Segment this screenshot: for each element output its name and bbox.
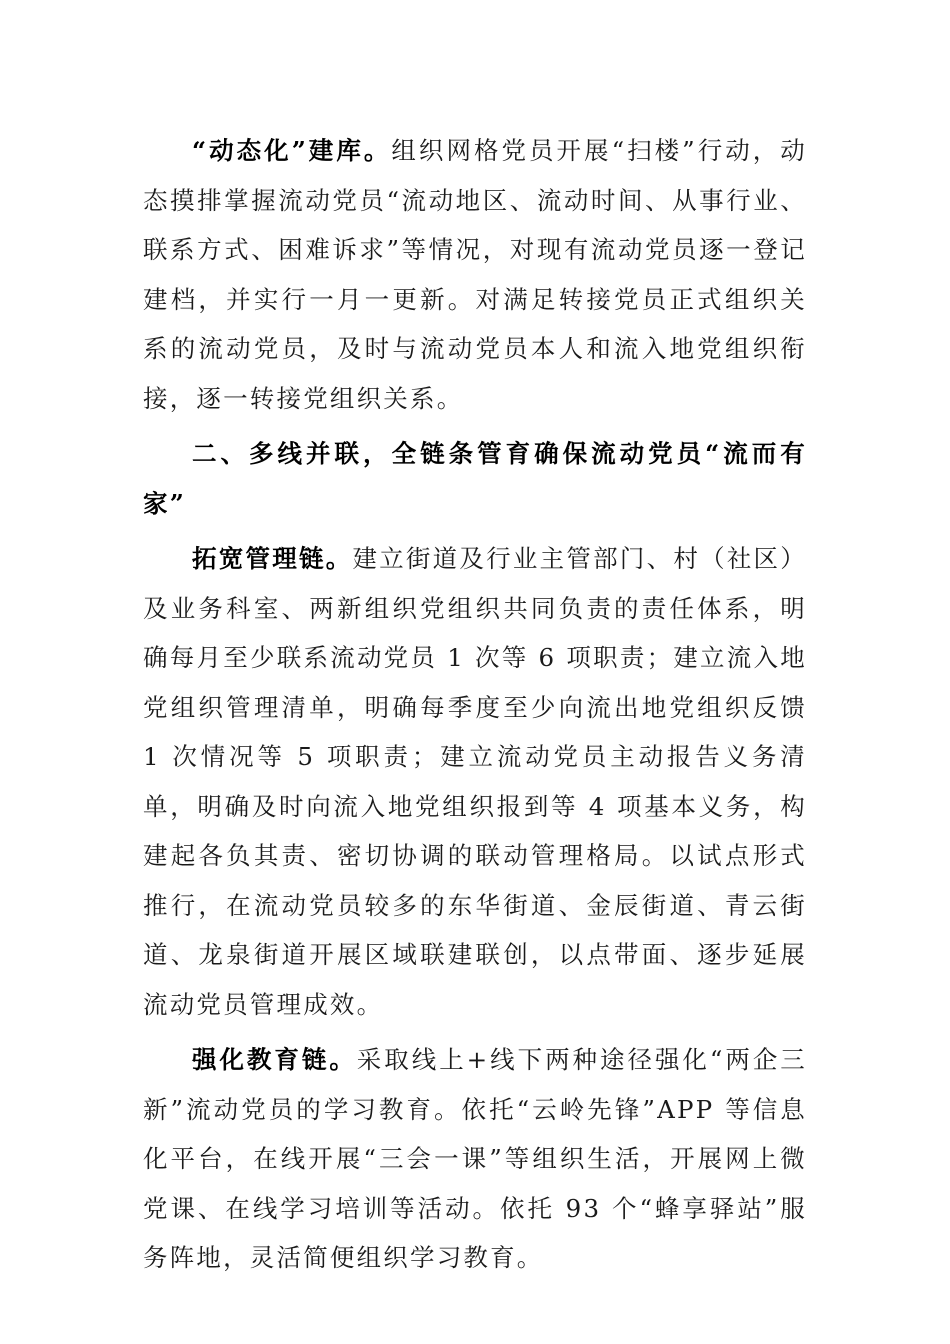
paragraph-text: 采取线上+线下两种途径强化“两企三新”流动党员的学习教育。依托“云岭先锋”APP 等信息化平台，在线开展“三会一课”等组织生活，开展网上微党课、在线学习培训等活动。依托 93 个“蜂享驿站”服务阵地，灵活简便组织学习教育。 [143,1045,807,1272]
section-heading: 二、多线并联，全链条管育确保流动党员“流而有家” [143,439,807,518]
paragraph-text: 组织网格党员开展“扫楼”行动，动态摸排掌握流动党员“流动地区、流动时间、从事行业、联系方式、困难诉求”等情况，对现有流动党员逐一登记建档，并实行一月一更新。对满足转接党员正式组织关系的流动党员，及时与流动党员本人和流入地党组织衔接，逐一转接党组织关系。 [143,136,808,413]
document-body [143,126,807,1283]
paragraph-text: 建立街道及行业主管部门、村（社区）及业务科室、两新组织党组织共同负责的责任体系，明确每月至少联系流动党员 1 次等 6 项职责；建立流入地党组织管理清单，明确每季度至少向流出地党组织反馈 1 次情况等 5 项职责；建立流动党员主动报告义务清单，明确及时向流入地党组织报到等 4 项基本义务，构建起各负其责、密切协调的联动管理格局。以试点形式推行，在流动党员较多的东华街道、金辰街道、青云街道、龙泉街道开展区域联建联创，以点带面、逐步延展流动党员管理成效。 [143,544,807,1019]
paragraph-education-chain [143,1035,807,1283]
paragraph-lead: “动态化”建库。 [192,136,392,165]
paragraph-lead: 拓宽管理链。 [192,544,353,573]
paragraph-lead: 强化教育链。 [192,1045,357,1074]
paragraph-management-chain [143,534,807,1029]
paragraph-dynamic-database [143,126,807,423]
